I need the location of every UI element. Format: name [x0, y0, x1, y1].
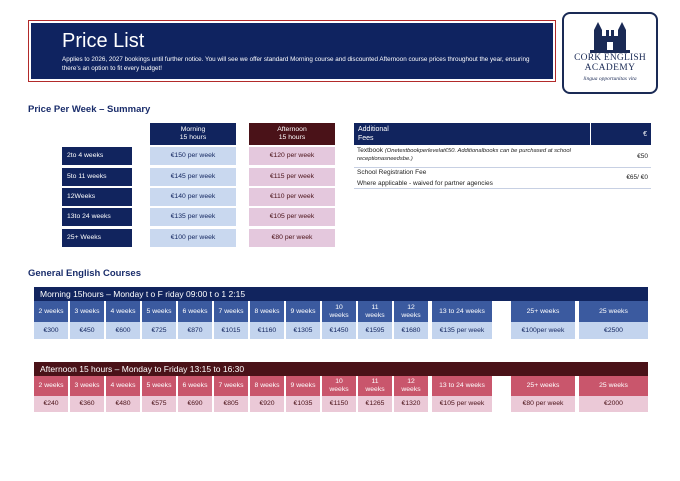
morning-extra-weeks: 25+ weeks [511, 301, 575, 322]
summary-afternoon-price: €80 per week [249, 229, 335, 247]
fee-textbook-name: Textbook [357, 147, 384, 154]
morning-price-cell: €1160 [250, 322, 284, 339]
fees-head-line2: Fees [358, 135, 374, 142]
morning-weeks-cell: 5 weeks [142, 301, 176, 322]
summary-morning-price: €145 per week [150, 168, 236, 186]
summary-morning-price: €150 per week [150, 147, 236, 165]
afternoon-band-heading: Afternoon 15 hours – Monday to Friday 13:15 to 16:30 [34, 362, 648, 376]
summary-title: Price Per Week – Summary [28, 104, 151, 115]
morning-weeks-cell: 11 weeks [358, 301, 392, 322]
afternoon-price-cell: €1035 [286, 396, 320, 412]
summary-row-label: 25+ Weeks [62, 229, 132, 247]
morning-weeks-cell: 2 weeks [34, 301, 68, 322]
afternoon-weeks-cell: 7 weeks [214, 376, 248, 396]
castle-crest-icon [564, 16, 656, 56]
morning-weeks-cell: 12 weeks [394, 301, 428, 322]
fees-divider [590, 123, 591, 145]
logo-name-line1: CORK ENGLISH [574, 53, 646, 63]
summary-afternoon-price: €110 per week [249, 188, 335, 206]
page-subtitle: Applies to 2026, 2027 bookings until further notice. You will see we offer standard Morning course and discounted Afternoon course prices throughout the year, ensuring there’s an option to fit every budget! [62, 56, 530, 72]
afternoon-price-cell: €690 [178, 396, 212, 412]
fees-header [354, 123, 651, 145]
morning-weeks-cell: 9 weeks [286, 301, 320, 322]
afternoon-weeks-cell: 10 weeks [322, 376, 356, 396]
afternoon-price-cell: €1150 [322, 396, 356, 412]
morning-price-cell: €1595 [358, 322, 392, 339]
afternoon-weeks-cell: 5 weeks [142, 376, 176, 396]
morning-weeks-cell: 3 weeks [70, 301, 104, 322]
fee-registration-label [354, 168, 590, 189]
afternoon-weeks-cell: 6 weeks [178, 376, 212, 396]
morning-weeks-cell: 10 weeks [322, 301, 356, 322]
afternoon-price-cell: €920 [250, 396, 284, 412]
logo-name-line2: ACADEMY [584, 63, 636, 73]
logo-tagline: lingua opportunitas vita [583, 76, 637, 82]
afternoon-head-line2: 15 hours [278, 134, 306, 141]
afternoon-price-cell: €1320 [394, 396, 428, 412]
morning-price-cell: €1680 [394, 322, 428, 339]
afternoon-weeks-cell: 11 weeks [358, 376, 392, 396]
afternoon-price-cell: €575 [142, 396, 176, 412]
general-title: General English Courses [28, 268, 141, 279]
morning-band-heading: Morning 15hours – Monday t o F riday 09:00 t o 1 2:15 [34, 287, 648, 301]
morning-weeks-cell: 4 weeks [106, 301, 140, 322]
summary-afternoon-price: €105 per week [249, 208, 335, 226]
morning-head-line1: Morning [180, 126, 206, 133]
afternoon-extra-price: €105 per week [432, 396, 492, 412]
morning-extra-weeks: 13 to 24 weeks [432, 301, 492, 322]
afternoon-head [249, 123, 335, 145]
afternoon-course-table [34, 376, 648, 412]
afternoon-weeks-cell: 4 weeks [106, 376, 140, 396]
afternoon-head-line1: Afternoon [277, 126, 307, 133]
fee-registration-name: School Registration Fee [357, 169, 427, 176]
fees-currency: € [643, 131, 647, 138]
summary-row-label: 5to 11 weeks [62, 168, 132, 186]
morning-head-line2: 15 hours [179, 134, 207, 141]
afternoon-weeks-cell: 2 weeks [34, 376, 68, 396]
afternoon-extra-price: €80 per week [511, 396, 575, 412]
morning-price-cell: €1015 [214, 322, 248, 339]
afternoon-price-cell: €805 [214, 396, 248, 412]
afternoon-extra-weeks: 25 weeks [579, 376, 648, 396]
fee-textbook-label [354, 146, 590, 168]
morning-extra-price: €2500 [579, 322, 648, 339]
fee-textbook-note: (Onetextbookperlevelat€50. Additionalbooks can be purchased at school receptionasneedsbe.) [357, 148, 571, 162]
fee-registration-value: €65/ €0 [590, 168, 651, 189]
afternoon-weeks-cell: 3 weeks [70, 376, 104, 396]
summary-afternoon-price: €115 per week [249, 168, 335, 186]
morning-price-cell: €300 [34, 322, 68, 339]
fees-head-line1: Additional [358, 126, 389, 133]
morning-weeks-cell: 8 weeks [250, 301, 284, 322]
afternoon-price-cell: €1265 [358, 396, 392, 412]
morning-weeks-cell: 7 weeks [214, 301, 248, 322]
morning-price-cell: €1450 [322, 322, 356, 339]
fees-head-label [358, 125, 389, 143]
morning-price-cell: €725 [142, 322, 176, 339]
summary-row-label: 12Weeks [62, 188, 132, 206]
summary-morning-price: €140 per week [150, 188, 236, 206]
summary-row-label: 13to 24 weeks [62, 208, 132, 226]
page-title: Price List [62, 30, 145, 52]
summary-row-label: 2to 4 weeks [62, 147, 132, 165]
summary-morning-price: €100 per week [150, 229, 236, 247]
morning-extra-weeks: 25 weeks [579, 301, 648, 322]
morning-course-table [34, 301, 648, 339]
afternoon-weeks-cell: 12 weeks [394, 376, 428, 396]
summary-morning-price: €135 per week [150, 208, 236, 226]
morning-extra-price: €135 per week [432, 322, 492, 339]
afternoon-price-cell: €240 [34, 396, 68, 412]
afternoon-weeks-cell: 8 weeks [250, 376, 284, 396]
afternoon-price-cell: €360 [70, 396, 104, 412]
summary-afternoon-price: €120 per week [249, 147, 335, 165]
morning-price-cell: €870 [178, 322, 212, 339]
morning-price-cell: €450 [70, 322, 104, 339]
morning-price-cell: €600 [106, 322, 140, 339]
afternoon-extra-weeks: 25+ weeks [511, 376, 575, 396]
afternoon-extra-weeks: 13 to 24 weeks [432, 376, 492, 396]
morning-head [150, 123, 236, 145]
morning-extra-price: €100per week [511, 322, 575, 339]
morning-weeks-cell: 6 weeks [178, 301, 212, 322]
afternoon-weeks-cell: 9 weeks [286, 376, 320, 396]
morning-price-cell: €1305 [286, 322, 320, 339]
fee-registration-note: Where applicable - waived for partner agencies [357, 180, 493, 187]
afternoon-price-cell: €480 [106, 396, 140, 412]
fee-textbook-value: €50 [590, 146, 651, 168]
afternoon-extra-price: €2000 [579, 396, 648, 412]
